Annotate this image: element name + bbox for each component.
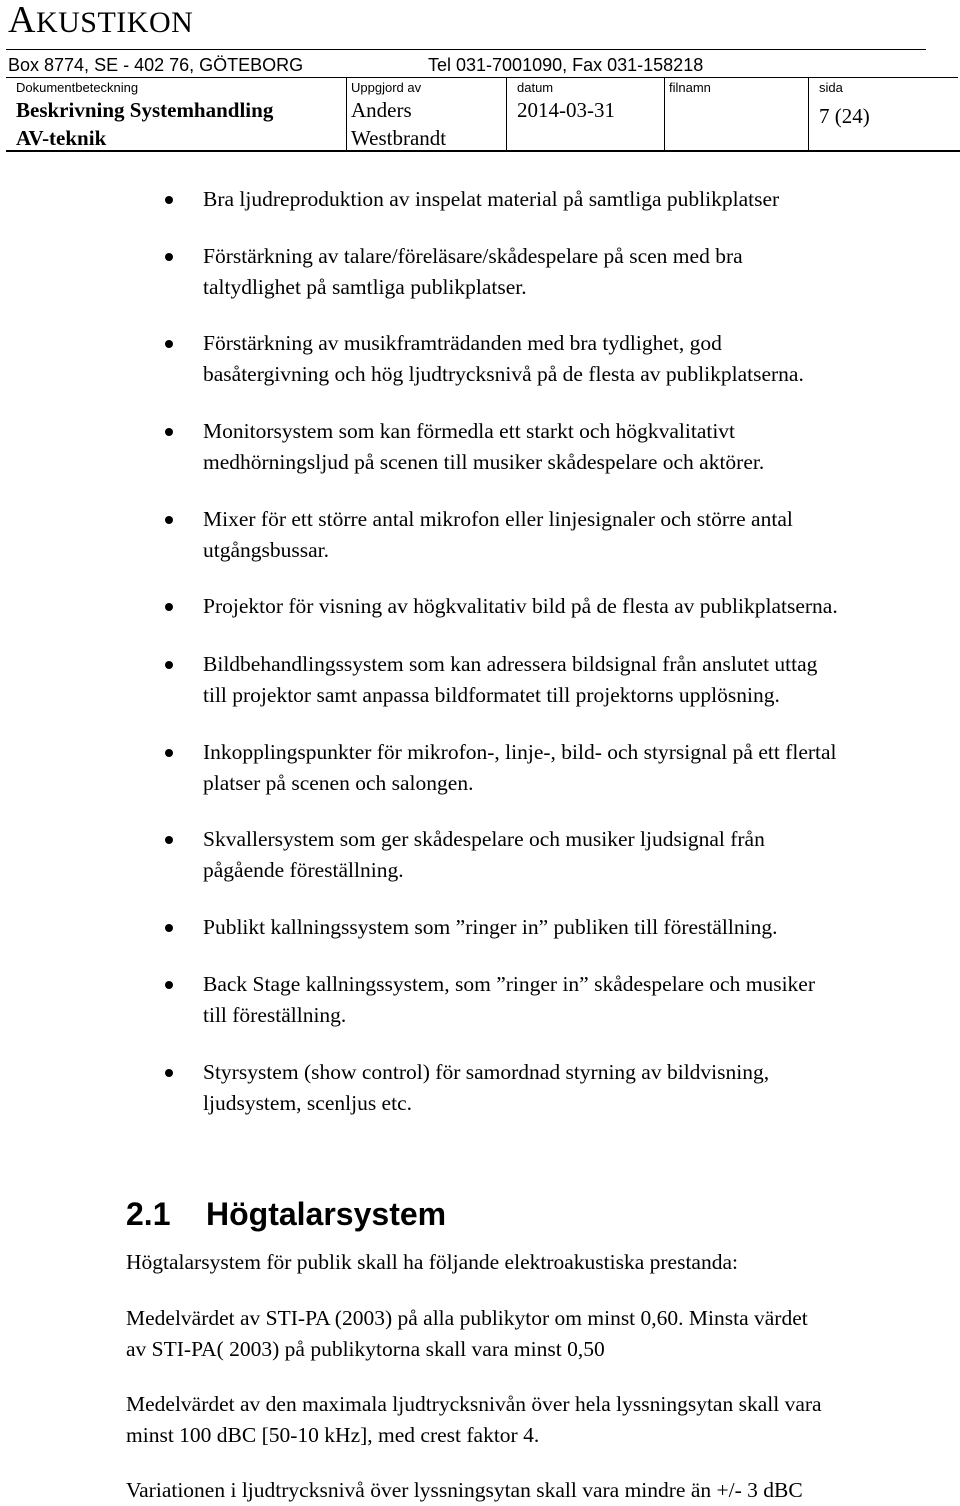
list-item-text: Bra ljudreproduktion av inspelat material på samtliga publikplatser: [203, 187, 780, 211]
bullet-icon: [165, 340, 173, 348]
bullet-icon: [165, 836, 173, 844]
company-phone-fax: Tel 031-7001090, Fax 031-158218: [428, 55, 704, 75]
header-col-filename: [664, 78, 809, 150]
list-item-text: Styrsystem (show control) för samordnad styrning av bildvisning, ljudsystem, scenljus etc.: [203, 1060, 770, 1115]
company-address: Box 8774, SE - 402 76, GÖTEBORG: [8, 55, 304, 75]
list-item-text: Monitorsystem som kan förmedla ett starkt och högkvalitativt medhörningsljud på scenen till musiker skådespelare och aktörer.: [203, 419, 765, 474]
header-col-page: [808, 78, 959, 150]
list-item-text: Inkopplingspunkter för mikrofon-, linje-, bild- och styrsignal på ett flertal platser på scenen och salongen.: [203, 740, 837, 795]
bullet-icon: [165, 749, 173, 757]
label-page: sida: [819, 80, 843, 95]
bullet-icon: [165, 196, 173, 204]
bullet-icon: [165, 253, 173, 261]
list-item-text: Projektor för visning av högkvalitativ bild på de flesta av publikplatserna.: [203, 594, 838, 618]
bullet-icon: [165, 924, 173, 932]
paragraph: Högtalarsystem för publik skall ha följande elektroakustiska prestanda:: [126, 1250, 738, 1274]
label-filename: filnamn: [669, 80, 711, 95]
company-name-rest: KUSTIKON: [35, 6, 194, 39]
paragraph: Medelvärdet av STI-PA (2003) på alla publikytor om minst 0,60. Minsta värdet av STI-PA( 2003) på publikytorna skall vara minst 0,50: [126, 1306, 808, 1361]
company-initial: A: [8, 0, 36, 41]
header-col-date: [506, 78, 665, 150]
list-item-text: Förstärkning av talare/föreläsare/skådespelare på scen med bra taltydlighet på samtliga publikplatser.: [203, 244, 743, 299]
header-rule-bottom: [6, 150, 960, 152]
address-row: [8, 52, 952, 78]
bullet-icon: [165, 661, 173, 669]
label-date: datum: [517, 80, 554, 95]
header-col-author: [346, 78, 507, 150]
bullet-icon: [165, 516, 173, 524]
value-date: 2014-03-31: [517, 98, 615, 122]
list-item-text: Back Stage kallningssystem, som ”ringer in” skådespelare och musiker till föreställning.: [203, 972, 815, 1027]
bullet-icon: [165, 981, 173, 989]
value-page: 7 (24): [819, 104, 870, 128]
list-item-text: Förstärkning av musikframträdanden med bra tydlighet, god basåtergivning och hög ljudtrycksnivå på de flesta av publikplatserna.: [203, 331, 804, 386]
section-heading: [126, 1194, 446, 1234]
list-item-text: Mixer för ett större antal mikrofon eller linjesignaler och större antal utgångsbussar.: [203, 507, 793, 562]
label-author: Uppgjord av: [351, 80, 422, 95]
value-author: Anders Westbrandt: [351, 98, 447, 150]
section-number: 2.1: [126, 1196, 171, 1232]
section-title-text: Högtalarsystem: [206, 1196, 447, 1232]
bullet-icon: [165, 428, 173, 436]
company-logo-text: [8, 0, 193, 43]
list-item-text: Bildbehandlingssystem som kan adressera bildsignal från anslutet uttag till projektor samt anpassa bildformatet till projektorns upplösning.: [203, 652, 818, 707]
list-item-text: Skvallersystem som ger skådespelare och musiker ljudsignal från pågående föreställning.: [203, 827, 765, 882]
bullet-icon: [165, 603, 173, 611]
paragraph: Variationen i ljudtrycksnivå över lyssningsytan skall vara mindre än +/- 3 dBC: [126, 1478, 803, 1502]
paragraph: Medelvärdet av den maximala ljudtrycksnivån över hela lyssningsytan skall vara minst 100 dBC [50-10 kHz], med crest faktor 4.: [126, 1392, 822, 1447]
bullet-icon: [165, 1069, 173, 1077]
value-document: Beskrivning Systemhandling AV-teknik: [16, 98, 274, 150]
header-rule-top: [6, 49, 926, 50]
list-item-text: Publikt kallningssystem som ”ringer in” publiken till föreställning.: [203, 915, 778, 939]
header-col-document: [8, 78, 346, 150]
label-document: Dokumentbeteckning: [16, 80, 139, 95]
